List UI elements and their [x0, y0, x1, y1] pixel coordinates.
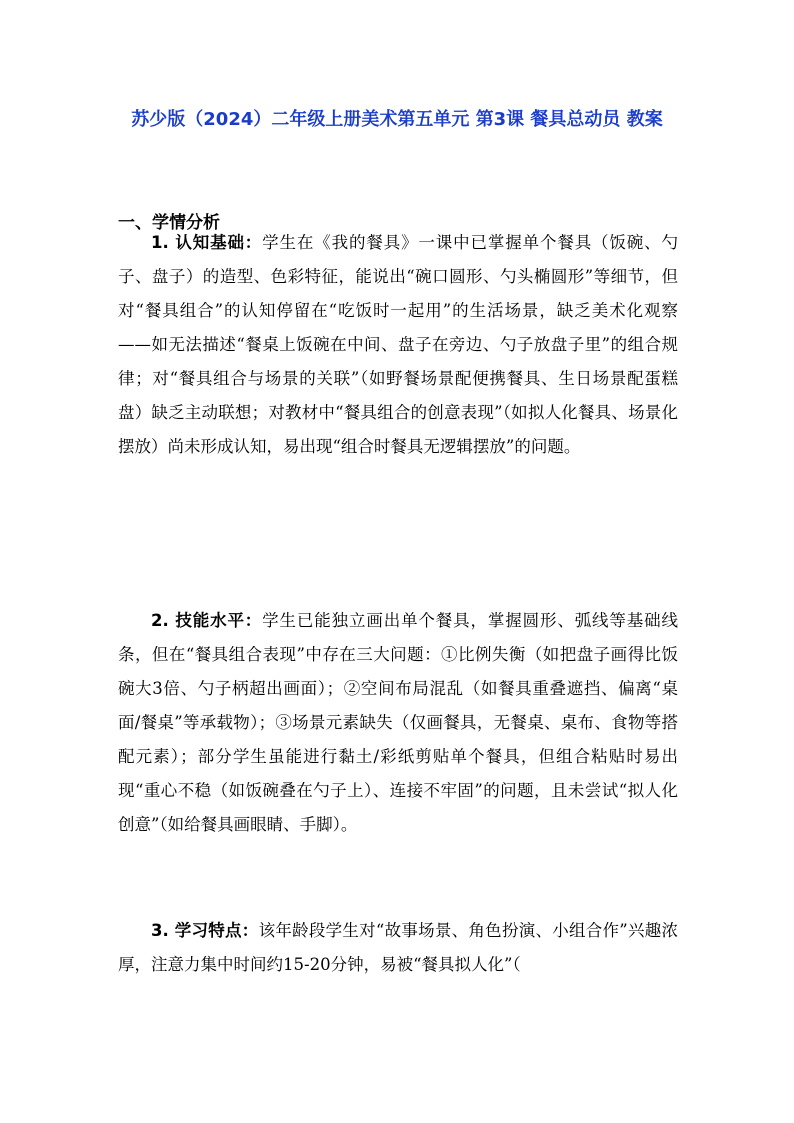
paragraph-text: 学生已能独立画出单个餐具，掌握圆形、弧线等基础线条，但在“餐具组合表现”中存在三大问题：①比例失衡（如把盘子画得比饭碗大3倍、勺子柄超出画面）；②空间布局混乱（如餐具重叠遮挡、偏离“桌面/餐桌”等承载物）；③场景元素缺失（仅画餐具，无餐桌、桌布、食物等搭配元素）；部分学生虽能进行黏土/彩纸剪贴单个餐具，但组合粘贴时易出现“重心不稳（如饭碗叠在勺子上）、连接不牢固”的问题，且未尝试“拟人化创意”（如给餐具画眼睛、手脚）。 [118, 611, 678, 834]
paragraph-text: 学生在《我的餐具》一课中已掌握单个餐具（饭碗、勺子、盘子）的造型、色彩特征，能说出“碗口圆形、勺头椭圆形”等细节，但对“餐具组合”的认知停留在“吃饭时一起用”的生活场景，缺乏美术化观察——如无法描述“餐桌上饭碗在中间、盘子在旁边、勺子放盘子里”的组合规律；对“餐具组合与场景的关联”（如野餐场景配便携餐具、生日场景配蛋糕盘）缺乏主动联想；对教材中“餐具组合的创意表现”（如拟人化餐具、场景化摆放）尚未形成认知，易出现“组合时餐具无逻辑摆放”的问题。 [118, 233, 678, 456]
paragraph-learning-traits [118, 914, 678, 982]
paragraph-label: 3. 学习特点： [151, 921, 259, 940]
paragraph-cognitive-basis [118, 226, 678, 464]
paragraph-skill-level [118, 604, 678, 842]
document-title: 苏少版（2024）二年级上册美术第五单元 第3课 餐具总动员 教案 [131, 109, 663, 130]
paragraph-text: 该年龄段学生对“故事场景、角色扮演、小组合作”兴趣浓厚，注意力集中时间约15-20分钟，易被“餐具拟人化”（ [118, 921, 679, 974]
paragraph-label: 1. 认知基础： [151, 233, 263, 252]
paragraph-label: 2. 技能水平： [151, 611, 263, 630]
section-heading-learning-analysis: 一、学情分析 [118, 213, 220, 233]
